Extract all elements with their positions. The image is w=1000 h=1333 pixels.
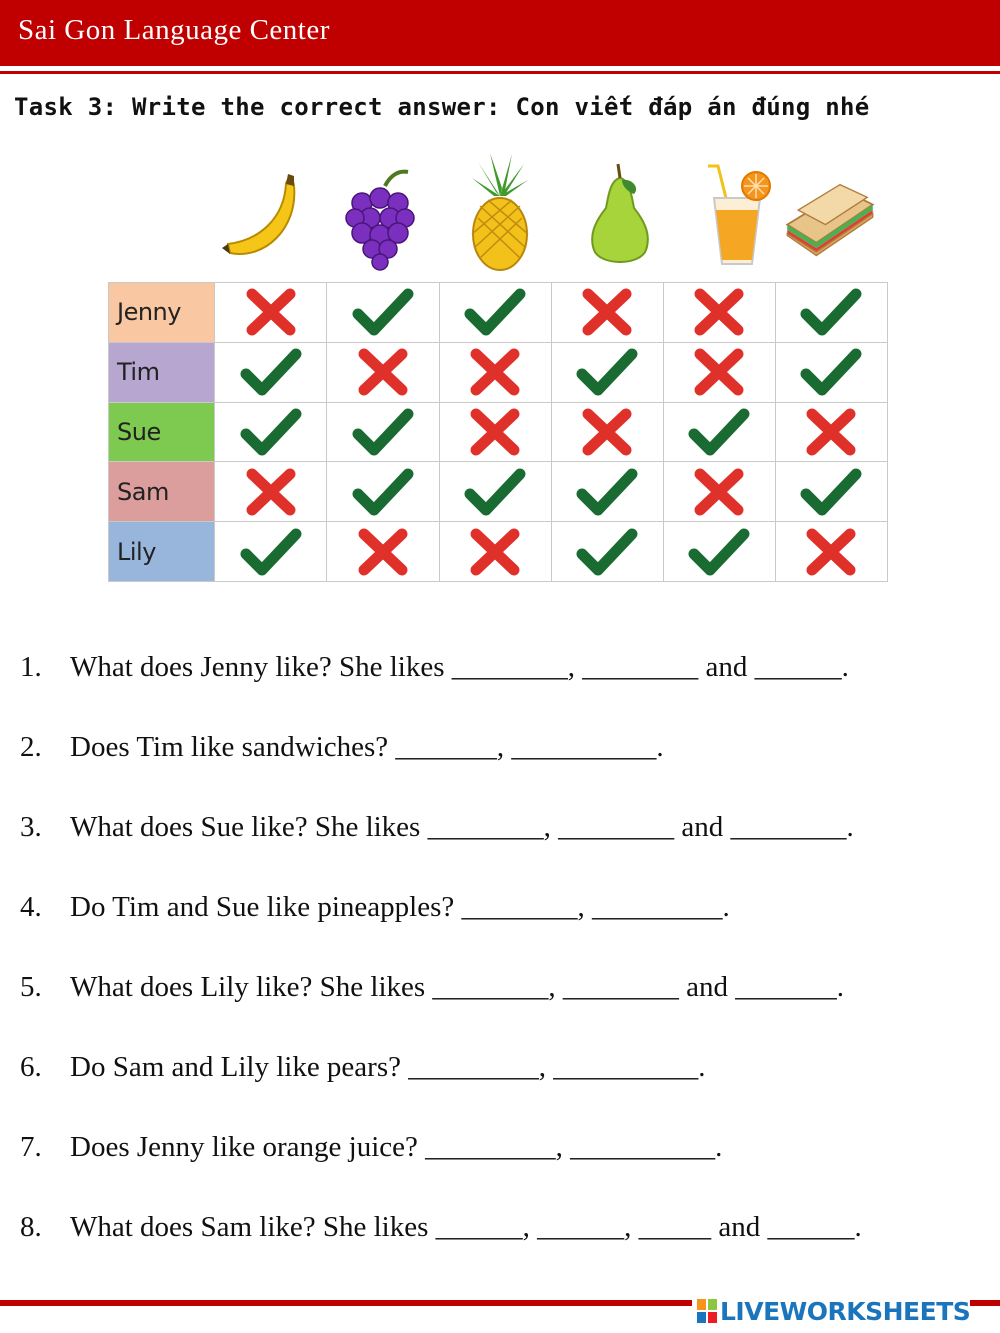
- pear-icon: [570, 148, 670, 273]
- row-name: Tim: [109, 342, 215, 402]
- question-text: Does Tim like sandwiches? _______, __________.: [70, 731, 664, 763]
- mark-cell: [663, 402, 775, 462]
- question-8: [20, 1211, 862, 1244]
- mark-cell: [663, 462, 775, 522]
- mark-cell: [775, 402, 887, 462]
- check-icon: [576, 346, 638, 398]
- check-icon: [240, 346, 302, 398]
- liveworksheets-logo: [692, 1291, 970, 1331]
- cross-icon: [800, 406, 862, 458]
- check-icon: [800, 466, 862, 518]
- cross-icon: [688, 346, 750, 398]
- question-3: [20, 811, 854, 844]
- liveworksheets-icon: [696, 1298, 718, 1324]
- mark-cell: [439, 462, 551, 522]
- question-text: What does Sam like? She likes ______, ______, _____ and ______.: [70, 1211, 862, 1243]
- grapes-icon: [330, 148, 430, 273]
- check-icon: [464, 286, 526, 338]
- row-name: Jenny: [109, 283, 215, 343]
- mark-cell: [551, 522, 663, 582]
- question-number: 1.: [20, 651, 42, 683]
- cross-icon: [576, 406, 638, 458]
- question-5: [20, 971, 844, 1004]
- check-icon: [240, 406, 302, 458]
- question-text: What does Sue like? She likes ________, ________ and ________.: [70, 811, 854, 843]
- table-row: [109, 342, 888, 402]
- table-row: [109, 283, 888, 343]
- likes-table: [108, 282, 888, 582]
- question-1: [20, 651, 849, 684]
- cross-icon: [240, 286, 302, 338]
- orange-juice-icon: [680, 148, 780, 273]
- liveworksheets-text: LIVEWORKSHEETS: [720, 1296, 971, 1326]
- task-title: Task 3: Write the correct answer: Con viết đáp án đúng nhé: [14, 93, 870, 121]
- row-name: Lily: [109, 522, 215, 582]
- mark-cell: [663, 522, 775, 582]
- mark-cell: [215, 402, 327, 462]
- mark-cell: [551, 283, 663, 343]
- cross-icon: [688, 286, 750, 338]
- cross-icon: [352, 346, 414, 398]
- mark-cell: [663, 283, 775, 343]
- cross-icon: [576, 286, 638, 338]
- mark-cell: [327, 283, 439, 343]
- check-icon: [688, 526, 750, 578]
- cross-icon: [800, 526, 862, 578]
- row-name: Sam: [109, 462, 215, 522]
- cross-icon: [464, 526, 526, 578]
- question-text: Does Jenny like orange juice? _________, __________.: [70, 1131, 723, 1163]
- mark-cell: [775, 522, 887, 582]
- mark-cell: [551, 462, 663, 522]
- check-icon: [352, 406, 414, 458]
- mark-cell: [775, 342, 887, 402]
- question-4: [20, 891, 730, 924]
- question-number: 4.: [20, 891, 42, 923]
- mark-cell: [327, 342, 439, 402]
- header-title: Sai Gon Language Center: [18, 14, 330, 46]
- table-row: [109, 522, 888, 582]
- cross-icon: [688, 466, 750, 518]
- question-2: [20, 731, 664, 764]
- sandwich-icon: [780, 148, 880, 273]
- question-number: 3.: [20, 811, 42, 843]
- question-number: 8.: [20, 1211, 42, 1243]
- question-text: Do Sam and Lily like pears? _________, __________.: [70, 1051, 706, 1083]
- mark-cell: [439, 522, 551, 582]
- check-icon: [800, 286, 862, 338]
- check-icon: [576, 526, 638, 578]
- mark-cell: [439, 283, 551, 343]
- mark-cell: [215, 462, 327, 522]
- question-number: 2.: [20, 731, 42, 763]
- cross-icon: [240, 466, 302, 518]
- check-icon: [576, 466, 638, 518]
- question-number: 6.: [20, 1051, 42, 1083]
- mark-cell: [775, 283, 887, 343]
- mark-cell: [439, 402, 551, 462]
- question-text: Do Tim and Sue like pineapples? ________, _________.: [70, 891, 730, 923]
- mark-cell: [551, 342, 663, 402]
- check-icon: [240, 526, 302, 578]
- table-row: [109, 462, 888, 522]
- header-bar: [0, 0, 1000, 66]
- header-rule: [0, 71, 1000, 74]
- mark-cell: [215, 522, 327, 582]
- question-7: [20, 1131, 722, 1164]
- mark-cell: [551, 402, 663, 462]
- cross-icon: [464, 406, 526, 458]
- check-icon: [688, 406, 750, 458]
- banana-icon: [210, 148, 310, 273]
- check-icon: [800, 346, 862, 398]
- mark-cell: [215, 283, 327, 343]
- mark-cell: [215, 342, 327, 402]
- check-icon: [464, 466, 526, 518]
- row-name: Sue: [109, 402, 215, 462]
- cross-icon: [352, 526, 414, 578]
- mark-cell: [327, 402, 439, 462]
- question-6: [20, 1051, 706, 1084]
- mark-cell: [663, 342, 775, 402]
- mark-cell: [327, 522, 439, 582]
- cross-icon: [464, 346, 526, 398]
- question-number: 7.: [20, 1131, 42, 1163]
- question-number: 5.: [20, 971, 42, 1003]
- check-icon: [352, 466, 414, 518]
- pineapple-icon: [450, 148, 550, 273]
- question-text: What does Lily like? She likes ________, ________ and _______.: [70, 971, 845, 1003]
- question-text: What does Jenny like? She likes ________, ________ and ______.: [70, 651, 849, 683]
- mark-cell: [775, 462, 887, 522]
- mark-cell: [327, 462, 439, 522]
- food-pictures: [210, 148, 890, 273]
- table-row: [109, 402, 888, 462]
- mark-cell: [439, 342, 551, 402]
- check-icon: [352, 286, 414, 338]
